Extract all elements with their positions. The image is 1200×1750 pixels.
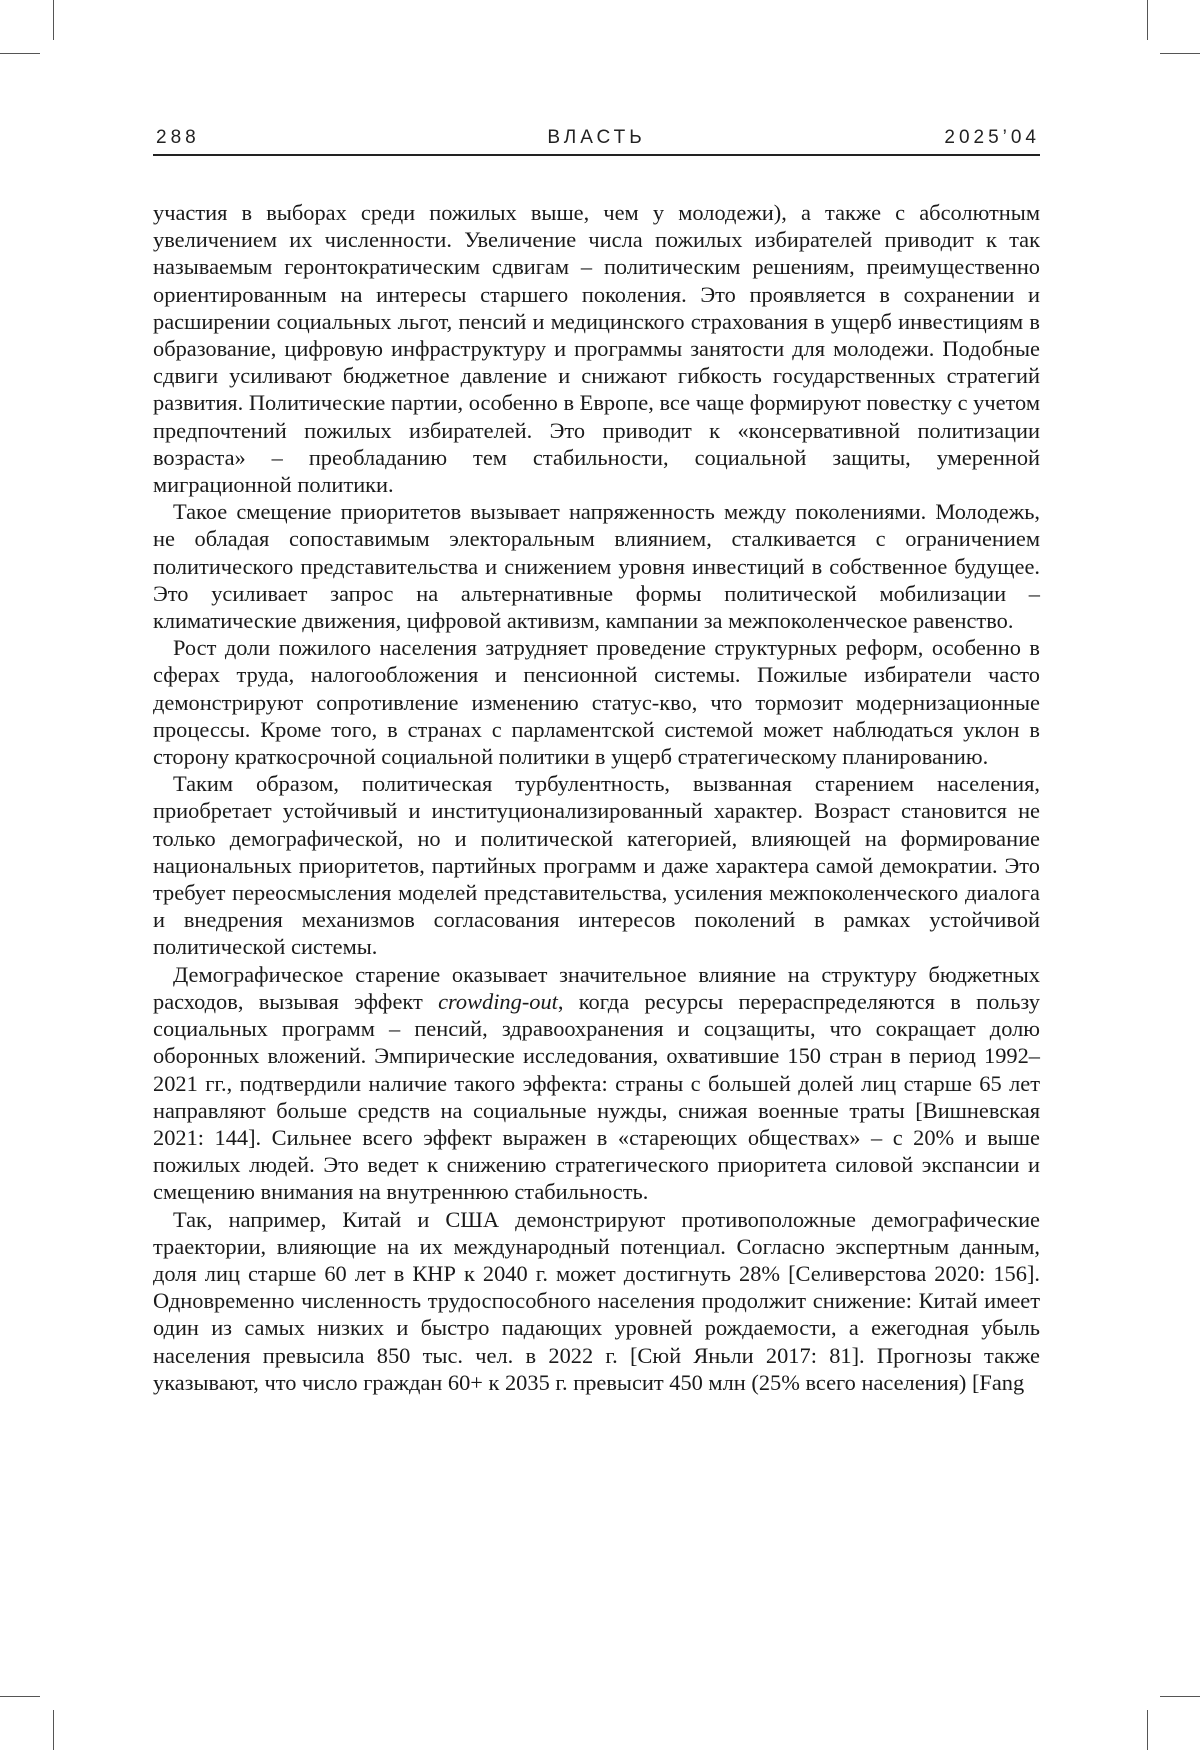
paragraph: Такое смещение приоритетов вызывает напряженность между поколениями. Молодежь, не обладая сопоставимым электоральным влиянием, сталкивается с ограничением политического представительства и снижением уровня инвестиций в собственное будущее. Это усиливает запрос на альтернативные формы политической мобилизации – климатические движения, цифровой активизм, кампании за межпоколенческое равенство. <box>153 499 1040 634</box>
crop-mark <box>1160 53 1200 54</box>
page-number: 288 <box>156 127 200 148</box>
crop-mark <box>53 1710 54 1750</box>
journal-title: ВЛАСТЬ <box>547 127 646 148</box>
paragraph: Так, например, Китай и США демонстрируют противоположные демографические траектории, влияющие на их международный потенциал. Согласно экспертным данным, доля лиц старше 60 лет в КНР к 2040 г. может достигнуть 28% [Селиверстова 2020: 156]. Одновременно численность трудоспособного населения продолжит снижение: Китай имеет один из самых низких и быстро падающих уровней рождаемости, а ежегодная убыль населения превысила 850 тыс. чел. в 2022 г. [Сюй Яньли 2017: 81]. Прогнозы также указывают, что число граждан 60+ к 2035 г. превысит 450 млн (25% всего населения) [Fang <box>153 1206 1040 1395</box>
paragraph: Рост доли пожилого населения затрудняет проведение структурных реформ, особенно в сферах труда, налогообложения и пенсионной системы. Пожилые избиратели часто демонстрируют сопротивление изменению статус-кво, что тормозит модернизационные процессы. Кроме того, в странах с парламентской системой может наблюдаться уклон в сторону краткосрочной социальной политики в ущерб стратегическому планированию. <box>153 635 1040 770</box>
crop-mark <box>0 1696 40 1697</box>
crop-mark <box>0 53 40 54</box>
running-header <box>153 124 1040 156</box>
italic-term: crowding-out <box>438 988 558 1014</box>
paragraph-text: Демографическое старение оказывает значительное влияние на структуру бюджетных расходов, вызывая эффект <box>153 961 1040 1014</box>
crop-mark <box>53 0 54 40</box>
crop-mark <box>1160 1696 1200 1697</box>
crop-mark <box>1147 1710 1148 1750</box>
issue-number: 2025’04 <box>944 127 1040 148</box>
paragraph <box>153 961 1040 1206</box>
paragraph: Таким образом, политическая турбулентность, вызванная старением населения, приобретает устойчивый и институционализированный характер. Возраст становится не только демографической, но и политической категорией, влияющей на формирование национальных приоритетов, партийных программ и даже характера самой демократии. Это требует переосмысления моделей представительства, усиления межпоколенческого диалога и внедрения механизмов согласования интересов поколений в рамках устойчивой политической системы. <box>153 771 1040 960</box>
paragraph: участия в выборах среди пожилых выше, чем у молодежи), а также с абсолютным увеличением их численности. Увеличение числа пожилых избирателей приводит к так называемым геронтократическим сдвигам – политическим решениям, преимущественно ориентированным на интересы старшего поколения. Это проявляется в сохранении и расширении социальных льгот, пенсий и медицинского страхования в ущерб инвестициям в образование, цифровую инфраструктуру и программы занятости для молодежи. Подобные сдвиги усиливают бюджетное давление и снижают гибкость государственных стратегий развития. Политические партии, особенно в Европе, все чаще формируют повестку с учетом предпочтений пожилых избирателей. Это приводит к «консервативной политизации возраста» – преобладанию тем стабильности, социальной защиты, умеренной миграционной политики. <box>153 200 1040 498</box>
crop-mark <box>1147 0 1148 40</box>
article-body <box>153 199 1040 1396</box>
paragraph-text: , когда ресурсы перераспределяются в пользу социальных программ – пенсий, здравоохранения и соцзащиты, что сокращает долю оборонных вложений. Эмпирические исследования, охватившие 150 стран в период 1992–2021 гг., подтвердили наличие такого эффекта: страны с большей долей лиц старше 65 лет направляют больше средств на социальные нужды, снижая военные траты [Вишневская 2021: 144]. Сильнее всего эффект выражен в «стареющих обществах» – с 20% и выше пожилых людей. Это ведет к снижению стратегического приоритета силовой экспансии и смещению внимания на внутреннюю стабильность. <box>153 988 1040 1205</box>
